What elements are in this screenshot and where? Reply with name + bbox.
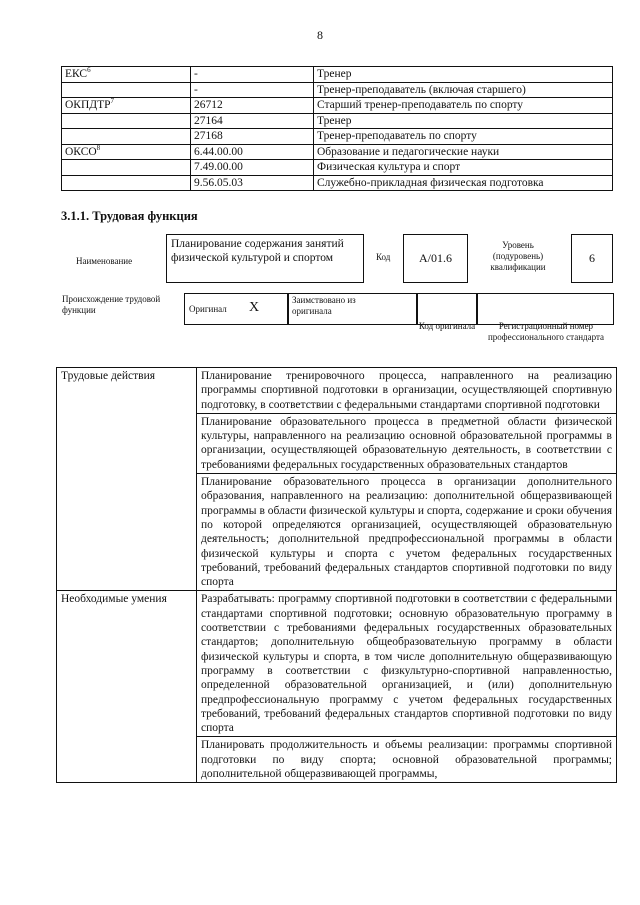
code-label: Код <box>376 252 391 262</box>
labor-function-table <box>56 367 617 783</box>
function-code-value: A/01.6 <box>419 251 452 265</box>
classifier-title: Тренер-преподаватель по спорту <box>314 129 613 145</box>
classifier-name <box>62 160 191 176</box>
classifier-row <box>62 175 613 191</box>
classifier-name <box>62 175 191 191</box>
classifier-name: ЕКС$^6$ <box>62 67 191 83</box>
skills-row <box>57 591 617 737</box>
original-label: Оригинал <box>189 304 227 314</box>
classifier-code: 9.56.05.03 <box>191 175 314 191</box>
actions-row <box>57 368 617 414</box>
skills-item: Разрабатывать: программу спортивной подготовки в соответствии с федеральными стандартами спортивной подготовки; основную образовательную программу в соответствии с требованиями федеральных государственных образовательных стандартов; дополнительную общеобразовательную программу в области физической культуры и спорта, в том числе дополнительную общеразвивающую программу в соответствии с физкультурно-спортивной направленностью, определенной образовательной организацией, и (или) дополнительную предпрофессиональную программу с учетом федеральных государственных требований, требований федеральных стандартов спортивной подготовки по виду спорта <box>197 591 617 737</box>
qualification-level-box <box>571 234 613 283</box>
classifier-code: 27168 <box>191 129 314 145</box>
origin-label: Происхождение трудовой функции <box>62 294 161 315</box>
function-code-box <box>403 234 468 283</box>
classifier-code: - <box>191 67 314 83</box>
classifier-name: ОКСО$^8$ <box>62 144 191 160</box>
function-name-box <box>166 234 364 283</box>
original-box <box>184 293 289 325</box>
classifier-name <box>62 82 191 98</box>
skills-item: Планировать продолжительность и объемы реализации: программы спортивной подготовки по виду спорта; основной образовательной программы; дополнительной общеразвивающей программы, <box>197 737 617 783</box>
section-heading: 3.1.1. Трудовая функция <box>61 209 198 223</box>
reg-number-label: Регистрационный номер профессионального стандарта <box>487 321 605 342</box>
classifier-code: - <box>191 82 314 98</box>
name-label: Наименование <box>76 256 133 266</box>
classifier-title: Тренер-преподаватель (включая старшего) <box>314 82 613 98</box>
actions-item: Планирование образовательного процесса в организации дополнительного образования, направленного на реализацию: дополнительной общеразвивающей программы в области физической культуры и спорта, содержание и сроки обучения по которой определяются организацией, осуществляющей образовательную деятельность; дополнительной предпрофессиональной программы в области физической культуры и спорта с учетом федеральных государственных требований, требований федеральных стандартов спортивной подготовки по виду спорта <box>197 474 617 591</box>
actions-label: Трудовые действия <box>57 368 197 591</box>
classifier-row <box>62 160 613 176</box>
classifier-code: 26712 <box>191 98 314 114</box>
original-mark: X <box>249 300 260 315</box>
classifier-row <box>62 67 613 83</box>
classifier-row <box>62 113 613 129</box>
skills-label: Необходимые умения <box>57 591 197 783</box>
classifier-name <box>62 129 191 145</box>
classifier-name: ОКПДТР$^7$ <box>62 98 191 114</box>
borrowed-box <box>287 293 418 325</box>
function-name-value: Планирование содержания занятий физической культурой и спортом <box>171 238 344 264</box>
classifier-code: 7.49.00.00 <box>191 160 314 176</box>
classifier-row <box>62 82 613 98</box>
classifier-name <box>62 113 191 129</box>
borrowed-label: Заимствовано из оригинала <box>292 295 356 316</box>
classifier-title: Тренер <box>314 67 613 83</box>
classifier-title: Старший тренер-преподаватель по спорту <box>314 98 613 114</box>
classifier-title: Образование и педагогические науки <box>314 144 613 160</box>
classifier-code: 6.44.00.00 <box>191 144 314 160</box>
code-original-label: Код оригинала <box>418 321 476 331</box>
qualification-level-label: Уровень (подуровень) квалификации <box>490 240 546 272</box>
actions-item: Планирование образовательного процесса в предметной области физической культуры, направленного на реализацию основной образовательной программы в организации, осуществляющей образовательную деятельность, в соответствии с требованиями федеральных государственных образовательных стандартов <box>197 413 617 473</box>
classifier-row <box>62 129 613 145</box>
classifier-title: Служебно-прикладная физическая подготовка <box>314 175 613 191</box>
page-number: 8 <box>317 28 323 42</box>
classifier-row <box>62 98 613 114</box>
classifier-title: Физическая культура и спорт <box>314 160 613 176</box>
actions-item: Планирование тренировочного процесса, направленного на реализацию программы спортивной подготовки в организации, осуществляющей спортивную подготовку, в соответствии с федеральными стандартами спортивной подготовки <box>197 368 617 414</box>
classifier-title: Тренер <box>314 113 613 129</box>
classifier-table <box>61 66 613 191</box>
classifier-row <box>62 144 613 160</box>
qualification-level-value: 6 <box>589 251 595 265</box>
classifier-code: 27164 <box>191 113 314 129</box>
